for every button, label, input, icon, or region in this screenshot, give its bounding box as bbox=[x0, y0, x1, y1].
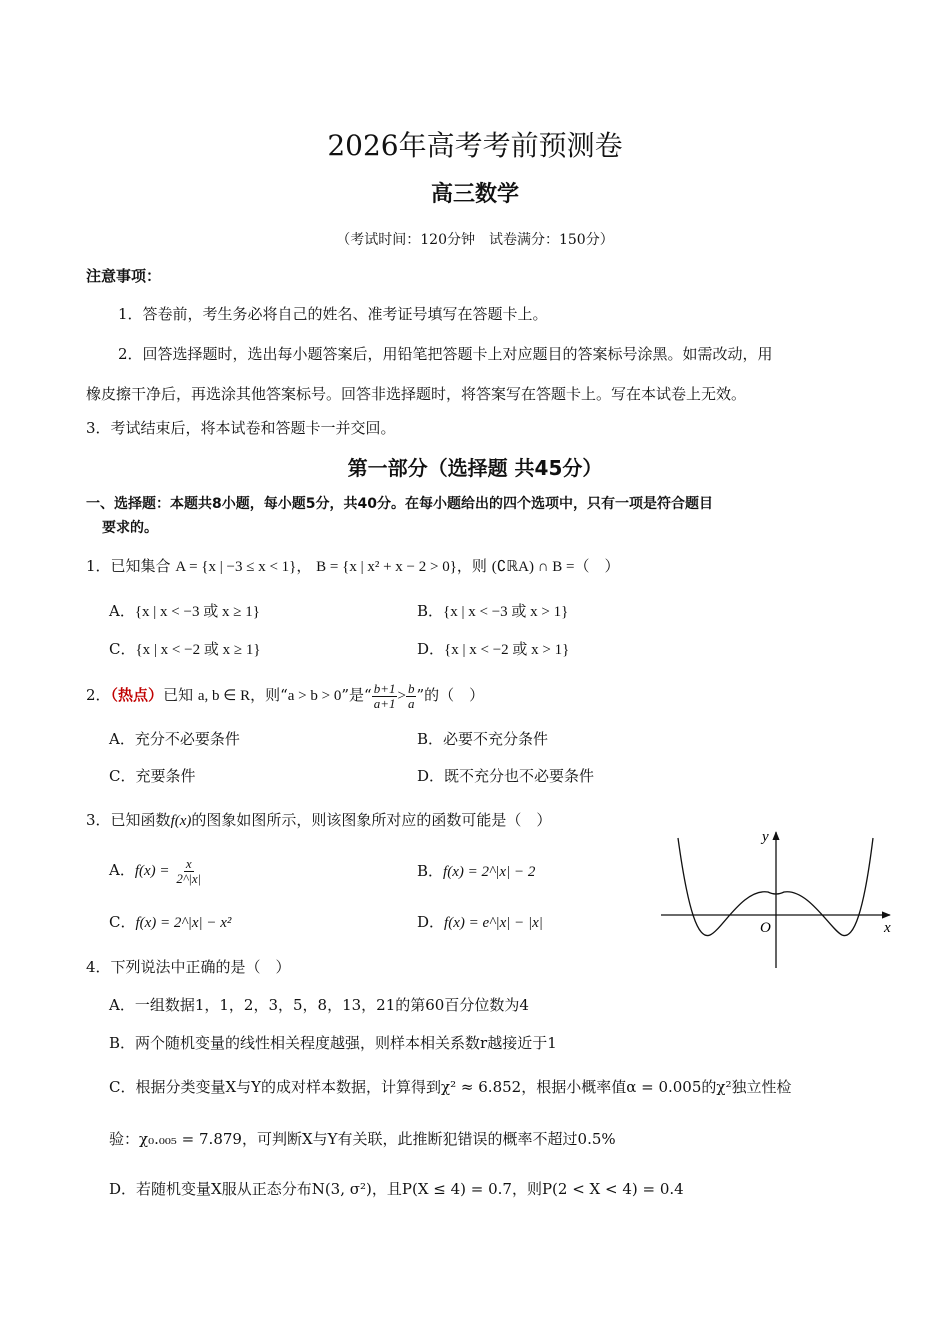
fraction-left bbox=[372, 682, 398, 711]
question-3-stem bbox=[86, 810, 551, 831]
notice-item-2-line-2: 橡皮擦干净后，再选涂其他答案标号。回答非选择题时，将答案写在答题卡上。写在本试卷上无效。 bbox=[86, 385, 747, 403]
option-label: A． bbox=[109, 861, 135, 879]
section-instruction-line-1: 一、选择题：本题共8小题，每小题5分，共40分。在每小题给出的四个选项中，只有一项是符合题目 bbox=[86, 496, 713, 512]
question-3-function-graph bbox=[658, 826, 898, 971]
origin-label: O bbox=[760, 920, 771, 936]
option-label: B． bbox=[417, 862, 444, 880]
question-2-option-d[interactable] bbox=[417, 766, 594, 786]
option-text: {x | x < −2 或 x > 1} bbox=[444, 642, 570, 658]
question-4-number: 4． bbox=[86, 958, 111, 976]
question-2-option-a[interactable] bbox=[109, 729, 240, 749]
question-1-option-d[interactable] bbox=[417, 639, 569, 660]
option-text: f(x) = 2^|x| − 2 bbox=[443, 864, 536, 880]
question-1-set-b: B = {x | x² + x − 2 > 0} bbox=[316, 559, 457, 575]
question-1-option-a[interactable] bbox=[109, 601, 260, 622]
question-2-stem bbox=[86, 678, 484, 713]
part-one-title: 第一部分（选择题 共45分） bbox=[347, 456, 603, 480]
option-fraction bbox=[174, 857, 203, 886]
option-label: C． bbox=[109, 767, 136, 785]
question-2-text-b: ，则“ bbox=[250, 686, 288, 704]
option-text: 充要条件 bbox=[135, 767, 196, 785]
fraction-denominator: a+1 bbox=[373, 695, 396, 711]
question-2-condition: a, b ∈ R bbox=[197, 688, 251, 704]
option-text: f(x) = 2^|x| − x² bbox=[135, 915, 232, 931]
notice-item-3: 3．考试结束后，将本试卷和答题卡一并交回。 bbox=[86, 419, 396, 437]
question-1-option-b[interactable] bbox=[417, 601, 568, 622]
question-2-hot-tag: （热点） bbox=[110, 686, 164, 704]
notice-item-1: 1．答卷前，考生务必将自己的姓名、准考证号填写在答题卡上。 bbox=[118, 305, 548, 323]
question-1-expression: (∁ℝA) ∩ B = bbox=[491, 559, 575, 575]
fraction-denominator: 2^|x| bbox=[176, 870, 202, 886]
option-label: D． bbox=[417, 913, 445, 931]
question-2-option-c[interactable] bbox=[109, 766, 196, 786]
fraction-denominator: a bbox=[407, 695, 415, 711]
fraction-right bbox=[406, 682, 417, 711]
option-label: A． bbox=[109, 730, 135, 748]
question-1-option-c[interactable] bbox=[109, 639, 261, 660]
option-label: C． bbox=[109, 640, 136, 658]
question-4-stem bbox=[86, 957, 291, 977]
option-text: f(x) = e^|x| − |x| bbox=[444, 915, 543, 931]
question-2-text-d: ”的（ ） bbox=[416, 686, 485, 704]
question-3-option-c[interactable] bbox=[109, 912, 231, 933]
option-text: 必要不充分条件 bbox=[443, 730, 549, 748]
fraction-numerator: b+1 bbox=[373, 680, 396, 696]
exam-info: （考试时间：120分钟 试卷满分：150分） bbox=[336, 232, 614, 248]
option-label: B． bbox=[417, 602, 444, 620]
option-text: {x | x < −3 或 x ≥ 1} bbox=[134, 604, 260, 620]
question-4-option-c-line-2[interactable]: 验：χ₀.₀₀₅ = 7.879，可判断X与Y有关联，此推断犯错误的概率不超过0.5% bbox=[109, 1130, 616, 1148]
question-3-option-d[interactable] bbox=[417, 912, 543, 933]
question-1-set-a: A = {x | −3 ≤ x < 1} bbox=[175, 559, 297, 575]
section-instruction-line-2: 要求的。 bbox=[102, 520, 158, 536]
question-3-number: 3． bbox=[86, 811, 111, 829]
y-axis-label: y bbox=[762, 829, 769, 845]
question-1-stem bbox=[86, 556, 620, 577]
question-1-text-a: 已知集合 bbox=[110, 557, 171, 575]
question-1-paren: （ ） bbox=[574, 557, 620, 575]
notice-item-2-line-1: 2．回答选择题时，选出每小题答案后，用铅笔把答题卡上对应题目的答案标号涂黑。如需改动，用 bbox=[118, 345, 773, 363]
question-2-number: 2． bbox=[86, 686, 111, 704]
option-text: 既不充分也不必要条件 bbox=[444, 767, 595, 785]
question-2-option-b[interactable] bbox=[417, 729, 548, 749]
question-2-inequality: a > b > 0 bbox=[287, 688, 342, 704]
question-3-function: f(x) bbox=[170, 813, 192, 829]
option-label: B． bbox=[417, 730, 444, 748]
option-label: D． bbox=[417, 767, 445, 785]
question-3-text-a: 已知函数 bbox=[110, 811, 171, 829]
question-1-sep: ， bbox=[296, 557, 312, 575]
question-1-number: 1． bbox=[86, 557, 111, 575]
question-3-text-b: 的图象如图所示，则该图象所对应的函数可能是（ ） bbox=[191, 811, 552, 829]
option-text: {x | x < −2 或 x ≥ 1} bbox=[135, 642, 261, 658]
option-label: A． bbox=[109, 602, 135, 620]
question-4-option-b[interactable]: B．两个随机变量的线性相关程度越强，则样本相关系数r越接近于1 bbox=[109, 1034, 557, 1052]
x-axis-label: x bbox=[884, 920, 891, 936]
question-2-text-a: 已知 bbox=[163, 686, 194, 704]
question-4-option-d[interactable]: D．若随机变量X服从正态分布N(3, σ²)，且P(X ≤ 4) = 0.7，则P(2 < X < 4) = 0.4 bbox=[109, 1180, 684, 1198]
question-1-text-b: ，则 bbox=[456, 557, 487, 575]
question-3-option-b[interactable] bbox=[417, 861, 535, 882]
option-label: D． bbox=[417, 640, 445, 658]
option-label: C． bbox=[109, 913, 136, 931]
notice-heading: 注意事项： bbox=[86, 267, 162, 285]
option-text: {x | x < −3 或 x > 1} bbox=[443, 604, 569, 620]
greater-than: > bbox=[397, 688, 406, 704]
question-4-option-a[interactable]: A．一组数据1，1，2，3，5，8，13，21的第60百分位数为4 bbox=[109, 996, 529, 1014]
question-3-option-a[interactable] bbox=[109, 852, 203, 889]
question-4-option-c-line-1[interactable]: C．根据分类变量X与Y的成对样本数据，计算得到χ² ≈ 6.852，根据小概率值α = 0.005的χ²独立性检 bbox=[109, 1078, 792, 1096]
fraction-numerator: x bbox=[185, 855, 192, 871]
question-4-text: 下列说法中正确的是（ ） bbox=[110, 958, 291, 976]
option-text: 充分不必要条件 bbox=[134, 730, 240, 748]
question-2-text-c: ”是“ bbox=[341, 686, 372, 704]
option-lhs: f(x) = bbox=[134, 863, 170, 879]
fraction-numerator: b bbox=[407, 680, 415, 696]
exam-title: 2026年高考考前预测卷 bbox=[327, 129, 623, 162]
exam-subtitle: 高三数学 bbox=[430, 182, 519, 207]
